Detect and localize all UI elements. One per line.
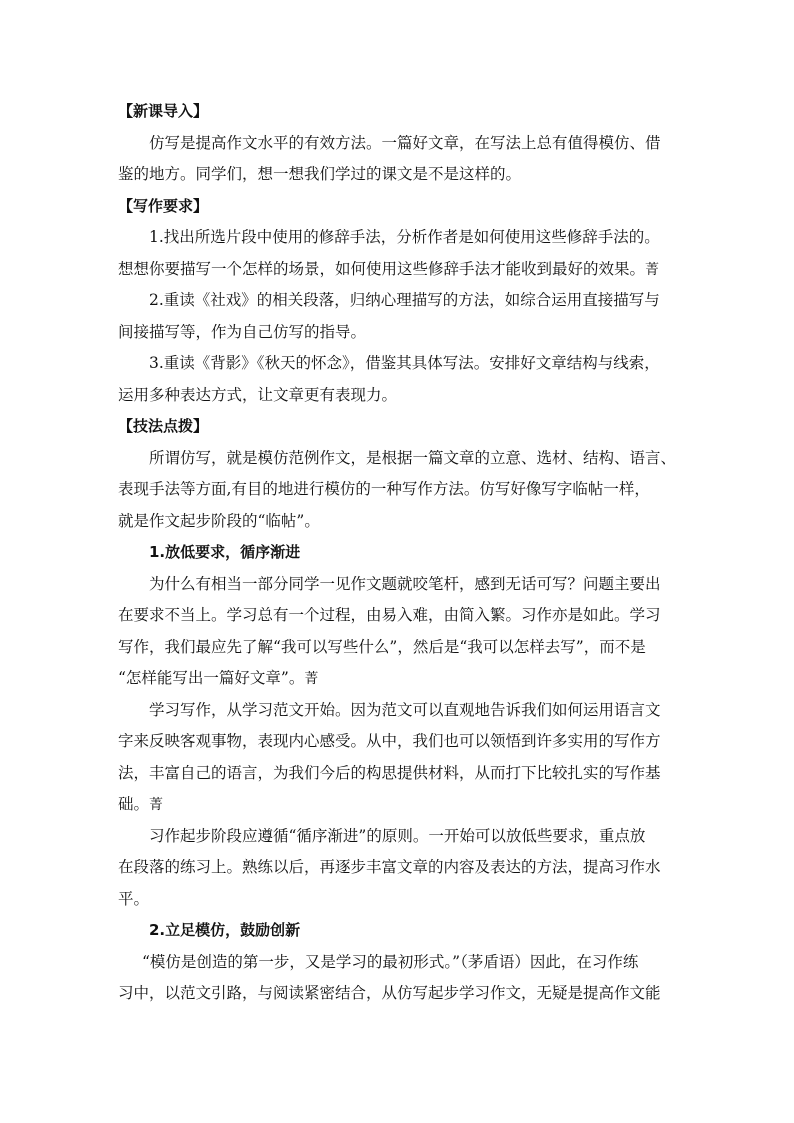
paragraph-line: 鉴的地方。同学们，想一想我们学过的课文是不是这样的。 [118,165,522,183]
paragraph-line: 在要求不当上。学习总有一个过程，由易入难，由简入繁。习作亦是如此。学习 [118,606,661,624]
subheading-1: 1.放低要求，循序渐进 [149,543,301,561]
paragraph-line: 3.重读《背影》《秋天的怀念》，借鉴其具体写法。安排好文章结构与线索， [149,354,660,372]
paragraph-line: 学习写作，从学习范文开始。因为范文可以直观地告诉我们如何运用语言文 [149,700,661,719]
paragraph-line: 习作起步阶段应遵循“循序渐进”的原则。一开始可以放低些要求，重点放 [149,826,646,845]
watermark-char: 菁 [304,671,319,687]
paragraph-line: 在段落的练习上。熟练以后，再逐步丰富文章的内容及表达的方法，提高习作水 [118,858,661,876]
document-page [118,96,678,1010]
paragraph-line: 写作，我们最应先了解“我可以写些什么”，然后是“我可以怎样去写”，而不是 [118,637,646,656]
paragraph-line: 平。 [118,889,150,908]
paragraph-line: 仿写是提高作文水平的有效方法。一篇好文章，在写法上总有值得模仿、借 [149,133,661,152]
paragraph-line: 1.找出所选片段中使用的修辞手法，分析作者是如何使用这些修辞手法的。 [149,228,660,246]
watermark-char: 菁 [149,797,164,813]
section-heading-skills: 【技法点拨】 [118,417,209,435]
paragraph-line [118,254,678,286]
line-text: “怎样能写出一篇好文章”。 [118,669,305,687]
paragraph-line: 字来反映客观事物，表现内心感受。从中，我们也可以领悟到许多实用的写作方 [118,732,661,750]
section-heading-intro: 【新课导入】 [118,102,209,120]
section-heading-requirements: 【写作要求】 [118,196,209,215]
paragraph-line [118,789,678,821]
paragraph-line: 为什么有相当一部分同学一见作文题就咬笔杆，感到无话可写？问题主要出 [149,574,661,593]
paragraph-line: 间接描写等，作为自己仿写的指导。 [118,322,367,341]
line-text: 想想你要描写一个怎样的场景，如何使用这些修辞手法才能收到最好的效果。 [118,259,646,278]
subheading-2: 2.立足模仿，鼓励创新 [149,921,301,939]
paragraph-line: 运用多种表达方式，让文章更有表现力。 [118,385,398,404]
watermark-char: 菁 [645,261,660,278]
paragraph-line: “模仿是创造的第一步，又是学习的最初形式。”（茅盾语）因此，在习作练 [142,952,639,971]
paragraph-line: 所谓仿写，就是模仿范例作文，是根据一篇文章的立意、选材、结构、语言、 [149,448,677,467]
paragraph-line: 就是作文起步阶段的“临帖”。 [118,511,320,530]
paragraph-line: 2.重读《社戏》的相关段落，归纳心理描写的方法，如综合运用直接描写与 [149,291,660,309]
paragraph-line: 法，丰富自己的语言，为我们今后的构思提供材料，从而打下比较扎实的写作基 [118,763,661,782]
line-text: 础。 [118,795,150,813]
paragraph-line [118,663,678,695]
paragraph-line: 习中，以范文引路，与阅读紧密结合，从仿写起步学习作文，无疑是提高作文能 [118,984,661,1002]
paragraph-line: 表现手法等方面,有目的地进行模仿的一种写作方法。仿写好像写字临帖一样， [118,480,650,498]
